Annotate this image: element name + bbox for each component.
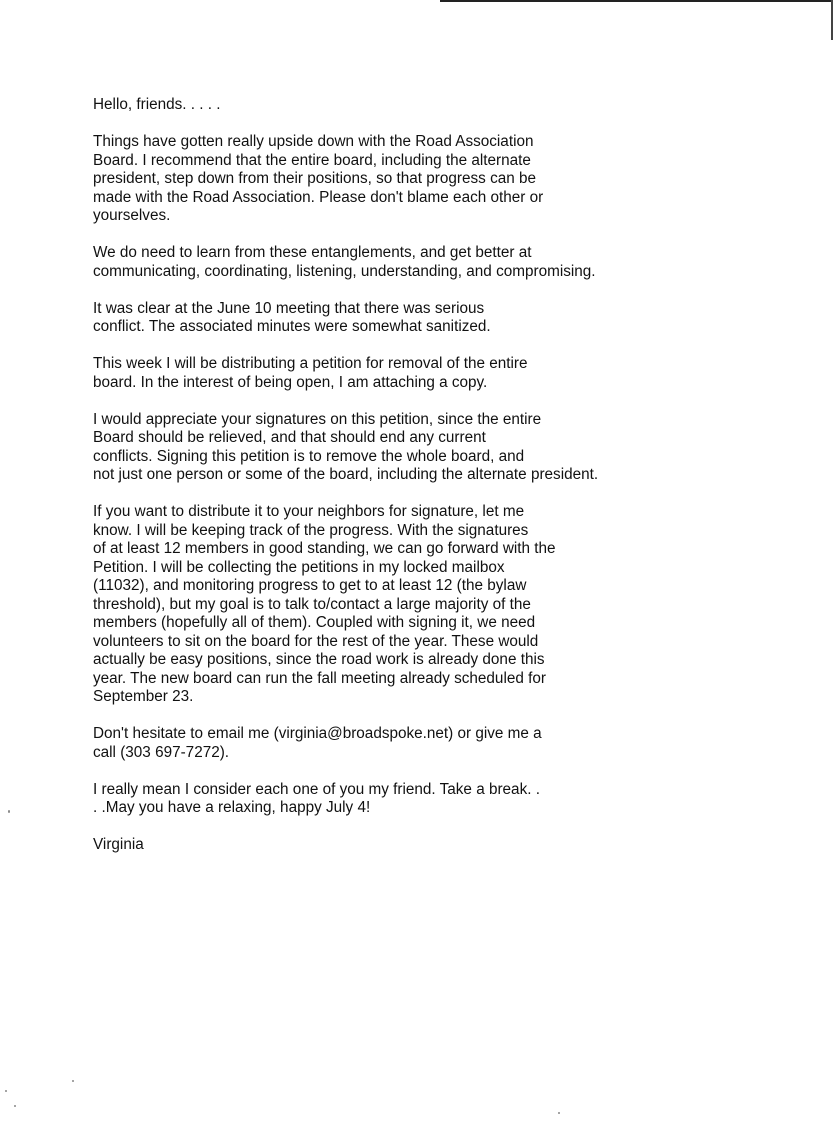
- letter-body: [93, 96, 653, 855]
- scan-speck: [72, 1080, 74, 1082]
- letter-paragraph: Don't hesitate to email me (virginia@broadspoke.net) or give me a call (303 697-7272).: [93, 725, 542, 761]
- letter-paragraph: If you want to distribute it to your neighbors for signature, let me know. I will be keeping track of the progress. With the signatures of at least 12 members in good standing, we can go forward with the Petition. I will be collecting the petitions in my locked mailbox (11032), and monitoring progress to get to at least 12 (the bylaw threshold), but my goal is to talk to/contact a large majority of the members (hopefully all of them). Coupled with signing it, we need volunteers to sit on the board for the rest of the year. These would actually be easy positions, since the road work is already done this year. The new board can run the fall meeting already scheduled for September 23.: [93, 503, 556, 705]
- letter-paragraph: This week I will be distributing a petition for removal of the entire board. In the interest of being open, I am attaching a copy.: [93, 355, 528, 391]
- scan-speck: [558, 1112, 560, 1114]
- letter-signature: Virginia: [93, 836, 144, 853]
- scan-speck: [5, 1090, 7, 1092]
- letter-paragraph: We do need to learn from these entanglements, and get better at communicating, coordinating, listening, understanding, and compromising.: [93, 244, 596, 280]
- letter-paragraph: It was clear at the June 10 meeting that there was serious conflict. The associated minutes were somewhat sanitized.: [93, 299, 491, 335]
- letter-paragraph: I would appreciate your signatures on this petition, since the entire Board should be relieved, and that should end any current conflicts. Signing this petition is to remove the whole board, and not just one person or some of the board, including the alternate president.: [93, 410, 599, 483]
- letter-paragraph: I really mean I consider each one of you my friend. Take a break. . . .May you have a relaxing, happy July 4!: [93, 780, 540, 816]
- scan-speck: [14, 1105, 16, 1107]
- scan-edge-top: [440, 0, 833, 2]
- scan-speck: [8, 810, 10, 813]
- letter-paragraph: Things have gotten really upside down with the Road Association Board. I recommend that the entire board, including the alternate president, step down from their positions, so that progress can be made with the Road Association. Please don't blame each other or yourselves.: [93, 133, 544, 224]
- letter-greeting: Hello, friends. . . . .: [93, 96, 221, 113]
